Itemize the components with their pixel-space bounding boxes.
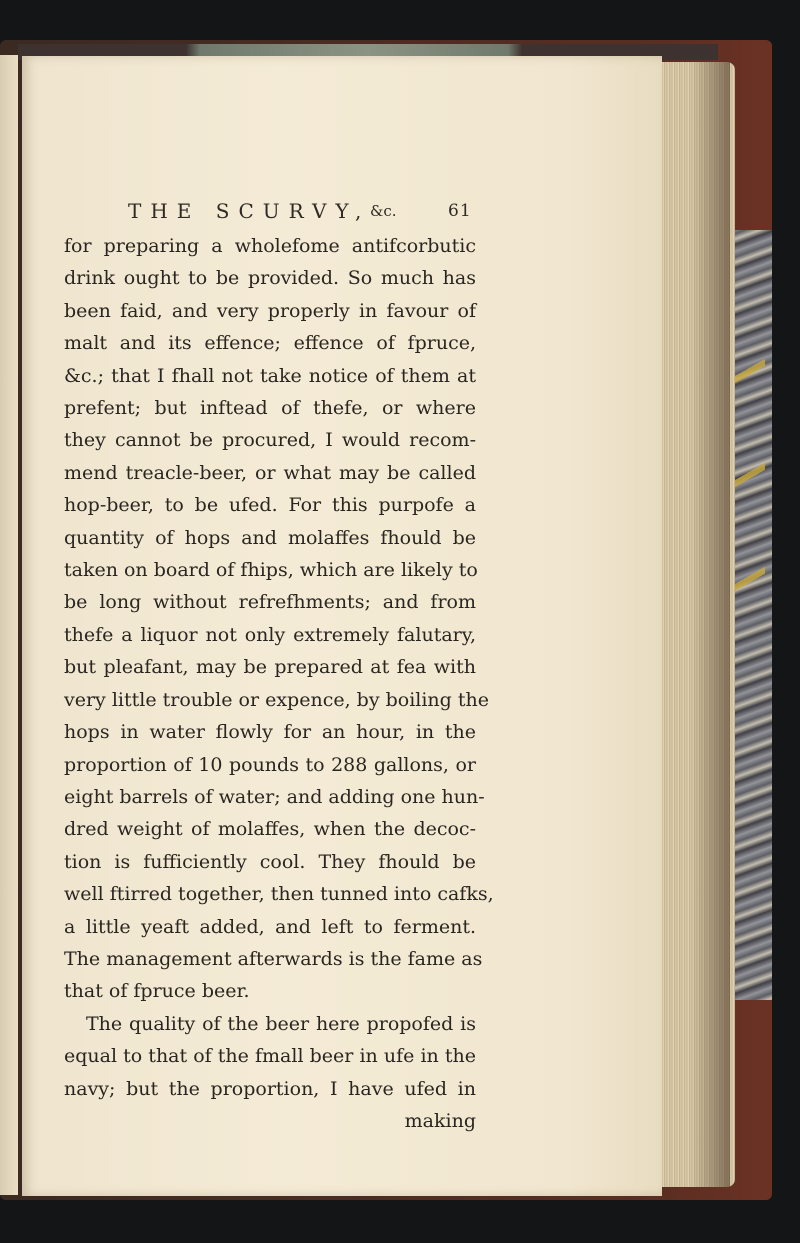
text-line: prefent; but inftead of thefe, or where: [64, 397, 476, 420]
text-line: thefe a liquor not only extremely falutary,: [64, 623, 476, 646]
text-line: mend treacle-beer, or what may be called: [64, 461, 476, 484]
text-line: equal to that of the fmall beer in ufe in the: [64, 1045, 476, 1068]
running-head: [128, 199, 478, 223]
page-fore-edge-shadow: [690, 62, 730, 1187]
text-line: taken on board of fhips, which are likely to: [64, 559, 478, 582]
text-line: but pleafant, may be prepared at fea with: [64, 656, 476, 679]
text-line: &c.; that I fhall not take notice of them at: [64, 364, 476, 387]
text-line: eight barrels of water; and adding one hun-: [64, 785, 485, 808]
running-head-title: THE SCURVY,: [128, 199, 371, 223]
page-body-text: [64, 230, 494, 1137]
text-line: be long without refrefhments; and from: [64, 591, 476, 614]
page-number: 61: [448, 201, 472, 221]
text-line: tion is fufficiently cool. They fhould be: [64, 850, 476, 873]
text-line: malt and its effence; effence of fpruce,: [64, 332, 476, 355]
text-line: The management afterwards is the fame as: [64, 947, 483, 970]
text-line: very little trouble or expence, by boiling the: [64, 688, 489, 711]
text-line: dred weight of molaffes, when the decoc-: [64, 818, 476, 841]
text-line: they cannot be procured, I would recom-: [64, 429, 476, 452]
catchword: making: [404, 1109, 476, 1132]
text-line: hops in water flowly for an hour, in the: [64, 721, 476, 744]
running-head-etc: &c.: [370, 202, 397, 220]
text-line: that of fpruce beer.: [64, 980, 250, 1003]
text-line: navy; but the proportion, I have ufed in: [64, 1077, 476, 1100]
text-line: proportion of 10 pounds to 288 gallons, or: [64, 753, 476, 776]
text-line: a little yeaft added, and left to ferment.: [64, 915, 476, 938]
text-line: drink ought to be provided. So much has: [64, 267, 476, 290]
text-line: hop-beer, to be ufed. For this purpofe a: [64, 494, 476, 517]
text-line: for preparing a wholefome antifcorbutic: [64, 235, 476, 257]
text-line: The quality of the beer here propofed is: [86, 1012, 476, 1035]
marbled-endpaper-accent: [735, 330, 765, 630]
text-line: been faid, and very properly in favour of: [64, 299, 476, 322]
text-line: well ftirred together, then tunned into cafks,: [64, 883, 494, 906]
facing-page-edge: [0, 55, 18, 1195]
text-line: quantity of hops and molaffes fhould be: [64, 526, 476, 549]
